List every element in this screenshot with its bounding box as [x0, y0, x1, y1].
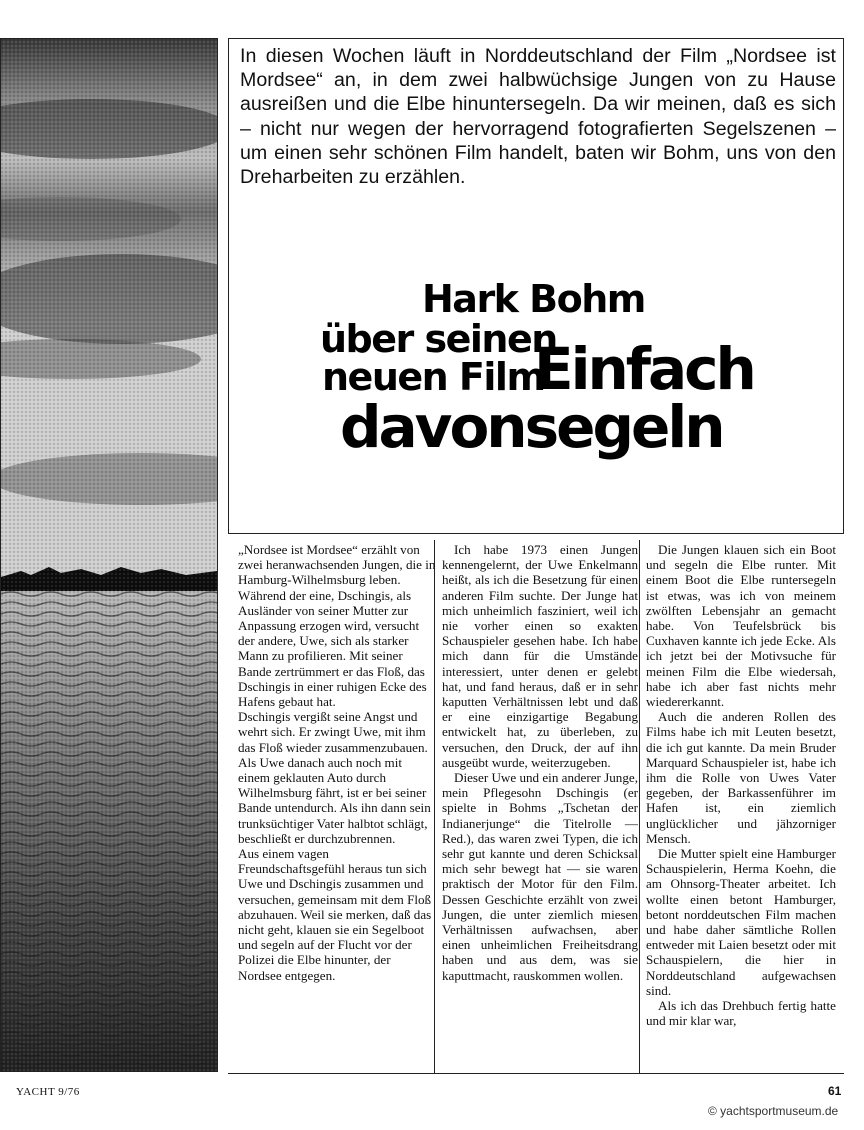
column-1: [238, 542, 436, 1072]
column-3: [646, 542, 836, 1072]
column-rule: [639, 540, 640, 1074]
bottom-rule: [228, 1073, 844, 1074]
paragraph: Ich habe 1973 einen Jungen kennengelernt, der Uwe Enkelmann heißt, als ich die Besetzung für einen anderen Film suchte. Der Junge hat mich unheimlich fasziniert, weil ich nie vorher einen so exakten Schauspieler gesehen habe. Ich habe mich dann für die Umstände interessiert, unter denen er gelebt hat, und fand heraus, daß er in sehr kaputten Verhältnissen lebt und daß er eine einzigartige Begabung entwickelt hat, zu überleben, zu versuchen, den Druck, der auf ihn ausgeübt wurde, weiterzugeben.: [442, 542, 638, 770]
paragraph: Aus einem vagen Freundschaftsgefühl heraus tun sich Uwe und Dschingis zusammen und versuchen, gemeinsam mit dem Floß abzuhauen. Weil sie merken, daß das nicht geht, klauen sie ein Segelboot und segeln auf der Flucht vor der Polizei die Elbe hinunter, der Nordsee entgegen.: [238, 846, 432, 983]
paragraph: Die Mutter spielt eine Hamburger Schauspielerin, Herma Koehn, die am Ohnsorg-Theater arbeitet. Ich wollte einen betont Hamburger, betont norddeutschen Film machen und habe daher sämtliche Rollen entweder mit Laien besetzt oder mit Schauspielern, die hier in Norddeutschland aufgewachsen sind.: [646, 846, 836, 998]
headline-line-3: neuen Film: [322, 355, 545, 399]
paragraph: Als ich das Drehbuch fertig hatte und mir klar war,: [646, 998, 836, 1029]
headline: [320, 277, 780, 480]
paragraph: Auch die anderen Rollen des Films habe ich mit Leuten besetzt, die ich gut kannte. Da mein Bruder Marquard Schauspieler ist, habe ich ihm die Rolle von Uwes Vater gegeben, der Barkassenführer im Hafen ist, ein ziemlich unglücklicher und jähzorniger Mensch.: [646, 709, 836, 846]
magazine-issue: YACHT 9/76: [16, 1086, 80, 1098]
page-number: 61: [828, 1084, 842, 1098]
paragraph: Die Jungen klauen sich ein Boot und segeln die Elbe runter. Mit einem Boot die Elbe runtersegeln ist etwas, was ich von meinem zwölften Lebensjahr an gemacht habe. Von Teufelsbrück bis Cuxhaven kannte ich jede Ecke. Als ich jetzt bei der Motivsuche für meinen Film die Elbe wiedersah, habe ich aber fast nichts mehr wiedererkannt.: [646, 542, 836, 710]
headline-big-2: davonsegeln: [340, 393, 723, 461]
paragraph: Dschingis vergißt seine Angst und wehrt sich. Er zwingt Uwe, mit ihm das Floß wieder zusammenzubauen. Als Uwe danach auch noch mit einem geklauten Auto durch Wilhelmsburg fährt, ist er bei seiner Bande untendurch. Als ihn dann sein trunksüchtiger Vater halbtot schlägt, beschließt er durchzubrennen.: [238, 709, 431, 846]
paragraph: Dieser Uwe und ein anderer Junge, mein Pflegesohn Dschingis (er spielte in Bohms „Tschetan der Indianerjunge“ die Titelrolle — Red.), das waren zwei Typen, die ich sehr gut kannte und deren Schicksal mich sehr bewegt hat — sie waren praktisch der Motor für den Film. Dessen Geschichte erzählt von zwei Jungen, die unter ziemlich miesen Verhältnissen aufwachsen, aber einen unheimlichen Freiheitsdrang haben und aus dem, was sie kaputtmacht, rauskommen wollen.: [442, 770, 638, 983]
intro-text: In diesen Wochen läuft in Norddeutschland der Film „Nordsee ist Mordsee“ an, in dem zwei halbwüchsige Jungen von zu Hause ausreißen und die Elbe hinuntersegeln. Da wir meinen, daß es sich – nicht nur wegen der hervorragend fotografierten Segelszenen – um einen sehr schönen Film handelt, baten wir Bohm, uns von den Dreharbeiten zu erzählen.: [240, 45, 836, 189]
headline-line-2: über seinen: [320, 317, 557, 361]
landscape-image: [1, 39, 217, 1071]
photo-elbe-landscape: [0, 38, 218, 1072]
article-columns: [228, 534, 844, 1074]
headline-line-1: Hark Bohm: [422, 277, 645, 321]
paragraph: „Nordsee ist Mordsee“ erzählt von zwei heranwachsenden Jungen, die in Hamburg-Wilhelmsburg leben. Während der eine, Dschingis, als Ausländer von seiner Mutter zur Anpassung erzogen wird, versucht der andere, Uwe, sich als starker Mann zu profilieren. Mit seiner Bande zertrümmert er das Floß, das Dschingis in einer ruhigen Ecke des Hafens gebaut hat.: [238, 542, 436, 710]
watermark: © yachtsportmuseum.de: [708, 1104, 839, 1118]
headline-big-1: Einfach: [534, 335, 754, 403]
column-2: [442, 542, 638, 1072]
